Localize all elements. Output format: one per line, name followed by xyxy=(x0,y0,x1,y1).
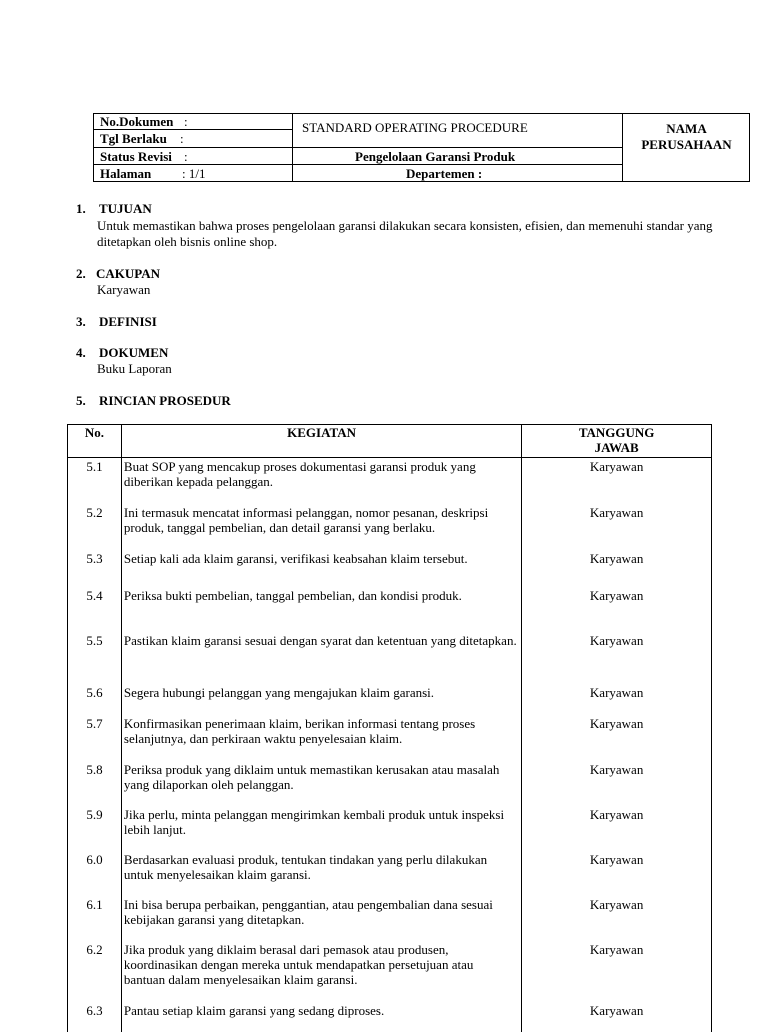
row-activity: Periksa produk yang diklaim untuk memastikan kerusakan atau masalah yang dilaporkan oleh pelanggan. xyxy=(121,761,521,806)
sop-subject: Pengelolaan Garansi Produk xyxy=(355,149,516,164)
departemen-label: Departemen : xyxy=(406,166,483,181)
section-4-number: 4. xyxy=(76,345,86,360)
section-3-number: 3. xyxy=(76,314,86,329)
col-header-tanggung-jawab xyxy=(522,425,712,458)
company-name-line2: PERUSAHAAN xyxy=(641,137,732,152)
row-activity: Ini termasuk mencatat informasi pelanggan, nomor pesanan, deskripsi produk, tanggal pembelian, dan detail garansi yang berlaku. xyxy=(121,504,521,550)
row-responsible: Karyawan xyxy=(522,587,712,632)
status-revisi-label: Status Revisi xyxy=(100,149,172,164)
row-activity: Ini bisa berupa perbaikan, penggantian, atau pengembalian dana sesuai kebijakan garansi yang ditetapkan. xyxy=(121,896,521,941)
status-revisi-colon: : xyxy=(184,149,188,164)
row-responsible: Karyawan xyxy=(522,806,712,851)
row-number: 6.3 xyxy=(68,1002,122,1032)
row-activity: Pantau setiap klaim garansi yang sedang diproses. xyxy=(121,1002,521,1032)
header-rule-left-3 xyxy=(93,164,293,165)
section-5-title: RINCIAN PROSEDUR xyxy=(99,393,231,408)
row-activity: Konfirmasikan penerimaan klaim, berikan informasi tentang proses selanjutnya, dan perkiraan waktu penyelesaian klaim. xyxy=(121,715,521,761)
tgl-berlaku-colon: : xyxy=(180,131,184,146)
section-3-title: DEFINISI xyxy=(99,314,157,329)
row-activity: Jika produk yang diklaim berasal dari pemasok atau produsen, koordinasikan dengan mereka untuk mendapatkan persetujuan atau bantuan dalam menyelesaikan klaim garansi. xyxy=(121,941,521,1002)
row-number: 5.8 xyxy=(68,761,122,806)
section-1-number: 1. xyxy=(76,201,86,216)
company-name-line1: NAMA xyxy=(666,121,707,136)
row-responsible: Karyawan xyxy=(522,458,712,504)
no-dokumen-colon: : xyxy=(184,114,188,129)
table-row xyxy=(68,806,712,851)
row-responsible: Karyawan xyxy=(522,941,712,1002)
row-responsible: Karyawan xyxy=(522,761,712,806)
row-activity: Berdasarkan evaluasi produk, tentukan tindakan yang perlu dilakukan untuk menyelesaikan klaim garansi. xyxy=(121,851,521,896)
section-1-body: Untuk memastikan bahwa proses pengelolaan garansi dilakukan secara konsisten, efisien, dan memenuhi standar yang ditetapkan oleh bisnis online shop. xyxy=(97,218,713,249)
table-row xyxy=(68,896,712,941)
section-2-number: 2. xyxy=(76,266,86,281)
row-responsible: Karyawan xyxy=(522,896,712,941)
col-header-no: No. xyxy=(68,425,122,458)
table-row xyxy=(68,684,712,715)
col-header-kegiatan: KEGIATAN xyxy=(121,425,521,458)
col-header-tanggung: TANGGUNG xyxy=(578,425,655,440)
row-activity: Buat SOP yang mencakup proses dokumentasi garansi produk yang diberikan kepada pelanggan. xyxy=(121,458,521,504)
row-number: 5.9 xyxy=(68,806,122,851)
row-number: 6.1 xyxy=(68,896,122,941)
table-row xyxy=(68,715,712,761)
row-number: 5.1 xyxy=(68,458,122,504)
sop-title: STANDARD OPERATING PROCEDURE xyxy=(302,120,528,135)
row-activity: Periksa bukti pembelian, tanggal pembelian, dan kondisi produk. xyxy=(121,587,521,632)
row-responsible: Karyawan xyxy=(522,1002,712,1032)
row-number: 5.4 xyxy=(68,587,122,632)
section-4-title: DOKUMEN xyxy=(99,345,169,360)
table-row xyxy=(68,941,712,1002)
row-number: 5.2 xyxy=(68,504,122,550)
table-row xyxy=(68,458,712,504)
row-number: 6.0 xyxy=(68,851,122,896)
section-2-title: CAKUPAN xyxy=(96,266,161,281)
table-header-row xyxy=(68,425,712,458)
table-row xyxy=(68,1002,712,1032)
table-row xyxy=(68,632,712,684)
section-5-number: 5. xyxy=(76,393,86,408)
row-number: 5.7 xyxy=(68,715,122,761)
row-responsible: Karyawan xyxy=(522,550,712,587)
table-row xyxy=(68,851,712,896)
table-row xyxy=(68,550,712,587)
col-header-jawab: JAWAB xyxy=(594,440,639,455)
table-row xyxy=(68,504,712,550)
halaman-label: Halaman xyxy=(100,166,152,181)
row-number: 5.6 xyxy=(68,684,122,715)
no-dokumen-label: No.Dokumen xyxy=(100,114,174,129)
header-rule-mid-2 xyxy=(292,164,623,165)
procedure-table xyxy=(67,424,712,1032)
header-rule-left-1 xyxy=(93,129,293,130)
row-number: 5.3 xyxy=(68,550,122,587)
row-number: 6.2 xyxy=(68,941,122,1002)
section-2-body: Karyawan xyxy=(97,282,151,297)
row-responsible: Karyawan xyxy=(522,632,712,684)
table-row xyxy=(68,761,712,806)
row-activity: Setiap kali ada klaim garansi, verifikasi keabsahan klaim tersebut. xyxy=(121,550,521,587)
halaman-value: : 1/1 xyxy=(182,166,206,181)
section-1-title: TUJUAN xyxy=(99,201,152,216)
table-row xyxy=(68,587,712,632)
row-activity: Segera hubungi pelanggan yang mengajukan klaim garansi. xyxy=(121,684,521,715)
row-responsible: Karyawan xyxy=(522,851,712,896)
row-activity: Pastikan klaim garansi sesuai dengan syarat dan ketentuan yang ditetapkan. xyxy=(121,632,521,684)
header-rule-mid-1 xyxy=(292,147,623,148)
row-responsible: Karyawan xyxy=(522,504,712,550)
row-number: 5.5 xyxy=(68,632,122,684)
tgl-berlaku-label: Tgl Berlaku xyxy=(100,131,167,146)
header-rule-left-2 xyxy=(93,147,293,148)
row-activity: Jika perlu, minta pelanggan mengirimkan kembali produk untuk inspeksi lebih lanjut. xyxy=(121,806,521,851)
row-responsible: Karyawan xyxy=(522,715,712,761)
row-responsible: Karyawan xyxy=(522,684,712,715)
section-4-body: Buku Laporan xyxy=(97,361,172,376)
